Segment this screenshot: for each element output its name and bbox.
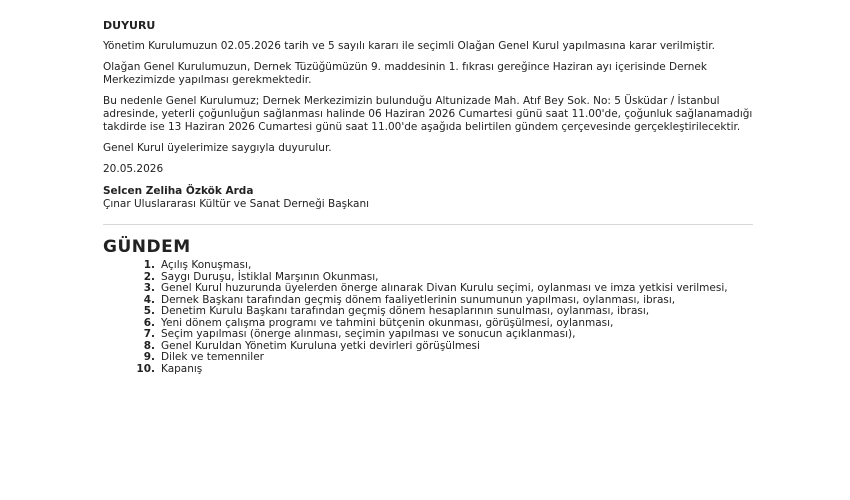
notice-paragraph-1: Yönetim Kurulumuzun 02.05.2026 tarih ve 5 sayılı kararı ile seçimli Olağan Genel Kurul yapılmasına karar verilmiştir.: [103, 40, 715, 52]
agenda-item-text: Saygı Duruşu, İstiklal Marşının Okunması,: [161, 270, 379, 283]
notice-paragraph-2: Olağan Genel Kurulumuzun, Dernek Tüzüğümüzün 9. maddesinin 1. fıkrası gereğince Haziran ayı içerisinde Dernek Merkezimizde yapılması gerekmektedir.: [103, 61, 707, 86]
section-divider: [103, 224, 753, 225]
notice-paragraph-4: Genel Kurul üyelerimize saygıyla duyurulur.: [103, 142, 332, 154]
signatory-name: Selcen Zeliha Özkök Arda: [103, 185, 254, 197]
agenda-item-text: Genel Kuruldan Yönetim Kuruluna yetki devirleri görüşülmesi: [161, 339, 480, 352]
agenda-item: [103, 364, 753, 376]
agenda-item-number: 9.: [143, 351, 155, 363]
agenda-item-text: Açılış Konuşması,: [161, 259, 252, 271]
agenda-item-text: Yeni dönem çalışma programı ve tahmini bütçenin okunması, görüşülmesi, oylanması,: [161, 316, 614, 329]
agenda-item-number: 10.: [136, 362, 155, 375]
agenda-item-number: 7.: [143, 328, 155, 340]
agenda-item-text: Genel Kurul huzurunda üyelerden önerge alınarak Divan Kurulu seçimi, oylanması ve imza yetkisi verilmesi,: [161, 282, 728, 294]
agenda-list: [103, 260, 753, 375]
agenda-item-number: 5.: [143, 305, 155, 317]
agenda-item-text: Seçim yapılması (önerge alınması, seçimin yapılması ve sonucun açıklanması),: [161, 328, 576, 340]
signatory-title: Çınar Uluslararası Kültür ve Sanat Derneği Başkanı: [103, 198, 370, 210]
agenda-item-number: 6.: [143, 316, 155, 329]
agenda-item: [103, 283, 753, 295]
notice-title: DUYURU: [103, 19, 156, 32]
document-page: [103, 19, 753, 375]
agenda-item: [103, 352, 753, 364]
agenda-item-text: Denetim Kurulu Başkanı tarafından geçmiş dönem hesaplarının sunulması, oylanması, ibrası,: [161, 305, 650, 317]
agenda-item-number: 4.: [143, 293, 155, 306]
agenda-title: GÜNDEM: [103, 237, 191, 257]
agenda-item-number: 3.: [143, 282, 155, 294]
agenda-item-text: Kapanış: [161, 362, 203, 375]
agenda-item: [103, 329, 753, 341]
agenda-item: [103, 306, 753, 318]
agenda-item-text: Dernek Başkanı tarafından geçmiş dönem faaliyetlerinin sunumunun yapılması, oylanması, ibrası,: [161, 293, 676, 306]
agenda-item-number: 1.: [143, 259, 155, 271]
notice-paragraph-3: Bu nedenle Genel Kurulumuz; Dernek Merkezimizin bulunduğu Altunizade Mah. Atıf Bey Sok. No: 5 Üsküdar / İstanbul adresinde, yeterli çoğunluğun sağlanması halinde 06 Haziran 2026 Cumartesi günü saat 11.00'de, çoğunluk sağlanamadığı takdirde ise 13 Haziran 2026 Cumartesi günü saat 11.00'de aşağıda belirtilen gündem çerçevesinde gerçekleştirilecektir.: [103, 95, 753, 133]
agenda-item-text: Dilek ve temenniler: [161, 351, 264, 363]
agenda-item: [103, 260, 753, 272]
notice-date: 20.05.2026: [103, 163, 164, 175]
agenda-item-number: 2.: [143, 270, 155, 283]
agenda-item-number: 8.: [143, 339, 155, 352]
